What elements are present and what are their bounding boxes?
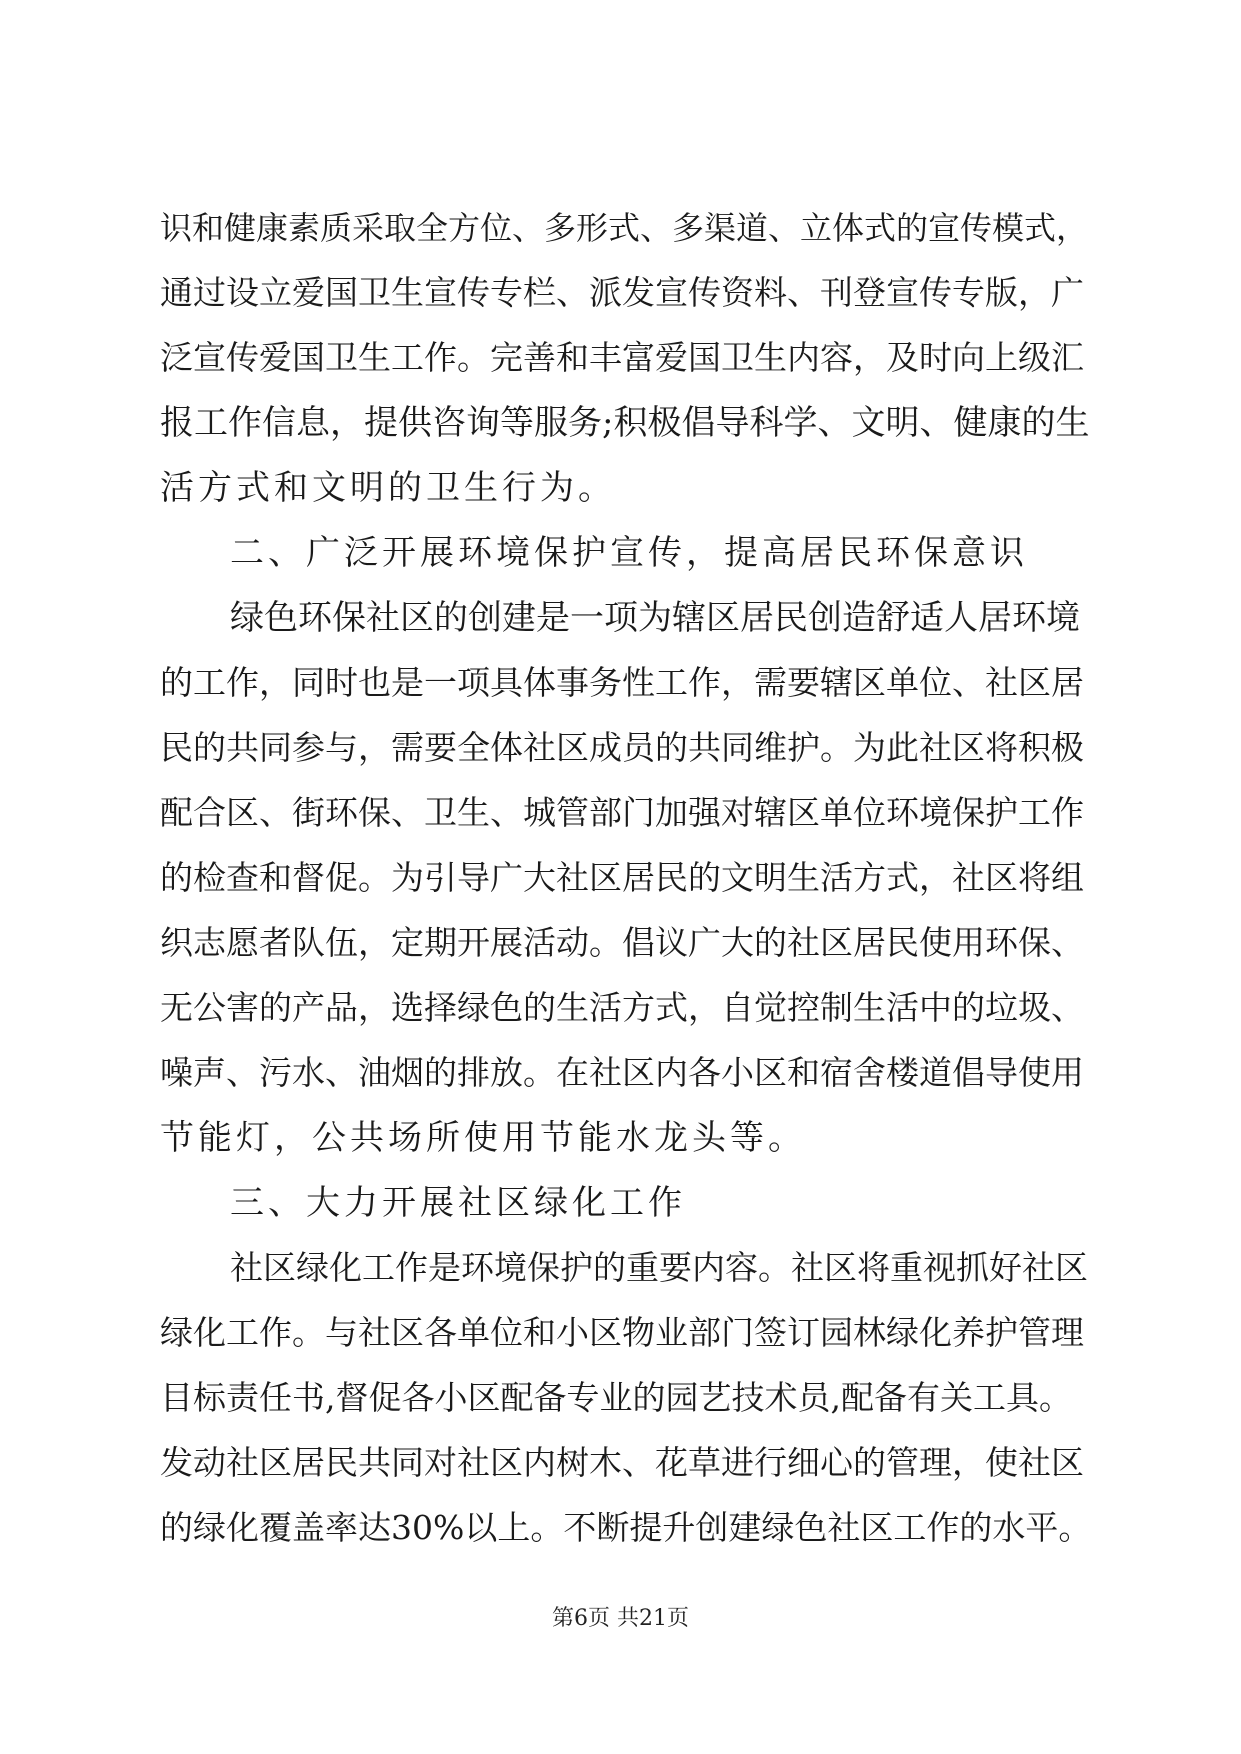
body-text-line: 节能灯，公共场所使用节能水龙头等。 bbox=[160, 1118, 806, 1158]
body-text-line: 社区绿化工作是环境保护的重要内容。社区将重视抓好社区 bbox=[230, 1248, 1088, 1287]
body-text-line: 活方式和文明的卫生行为。 bbox=[160, 468, 616, 508]
body-text-line: 绿色环保社区的创建是一项为辖区居民创造舒适人居环境 bbox=[230, 598, 1080, 638]
body-text-line: 配合区、街环保、卫生、城管部门加强对辖区单位环境保护工作 bbox=[160, 793, 1084, 832]
body-text-line: 报工作信息，提供咨询等服务;积极倡导科学、文明、健康的生 bbox=[160, 403, 1090, 443]
body-text-line: 绿化工作。与社区各单位和小区物业部门签订园林绿化养护管理 bbox=[160, 1313, 1084, 1352]
body-text-line: 目标责任书,督促各小区配备专业的园艺技术员,配备有关工具。 bbox=[160, 1378, 1072, 1417]
body-text-line: 噪声、污水、油烟的排放。在社区内各小区和宿舍楼道倡导使用 bbox=[160, 1053, 1084, 1092]
body-text-line: 民的共同参与，需要全体社区成员的共同维护。为此社区将积极 bbox=[160, 728, 1084, 767]
page-number-footer: 第6页 共21页 bbox=[552, 1606, 689, 1631]
section-heading: 二、广泛开展环境保护宣传，提高居民环保意识 bbox=[230, 533, 1028, 573]
body-text-line: 泛宣传爱国卫生工作。完善和丰富爱国卫生内容，及时向上级汇 bbox=[160, 338, 1084, 377]
body-text-line: 发动社区居民共同对社区内树木、花草进行细心的管理，使社区 bbox=[160, 1443, 1084, 1482]
body-text-line: 的绿化覆盖率达30%以上。不断提升创建绿色社区工作的水平。 bbox=[160, 1508, 1092, 1547]
section-heading: 三、大力开展社区绿化工作 bbox=[230, 1183, 686, 1223]
body-text-line: 无公害的产品，选择绿色的生活方式，自觉控制生活中的垃圾、 bbox=[160, 988, 1084, 1027]
body-text-line: 的检查和督促。为引导广大社区居民的文明生活方式，社区将组 bbox=[160, 858, 1084, 897]
body-text-line: 织志愿者队伍，定期开展活动。倡议广大的社区居民使用环保、 bbox=[160, 923, 1084, 962]
body-text-line: 的工作，同时也是一项具体事务性工作，需要辖区单位、社区居 bbox=[160, 663, 1084, 702]
body-text-line: 通过设立爱国卫生宣传专栏、派发宣传资料、刊登宣传专版，广 bbox=[160, 273, 1084, 312]
body-text-line: 识和健康素质采取全方位、多形式、多渠道、立体式的宣传模式， bbox=[160, 209, 1089, 247]
